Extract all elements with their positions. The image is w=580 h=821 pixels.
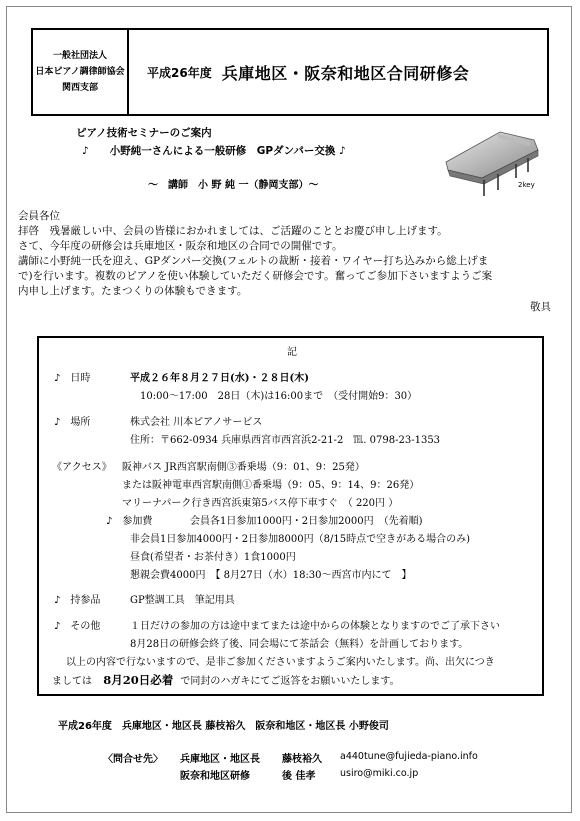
fee-label: ♪ 参加費: [106, 516, 153, 527]
other-line: １日だけの参加の方は途中まてまたは途中からの体験となりますのでご了承下さい: [130, 621, 500, 632]
contact-name: 後 佳孝: [282, 771, 316, 782]
footer-organizers: 平成26年度 兵庫地区・地区長 藤枝裕久 阪奈和地区・地区長 小野俊司: [58, 721, 389, 732]
place-label: ♪ 場所: [54, 417, 91, 428]
date-detail: 10:00～17:00 28日（木)は16:00まで （受付開始9：30）: [140, 391, 418, 402]
access-line: または阪神電車西宮駅南側①番乗場（9：05、9：14、9：26発）: [122, 480, 420, 491]
closing-line: 以上の内容で行ないますので、是非ご参加くださいますようご案内いたします。尚、出欠につき: [66, 657, 495, 668]
date-value: 平成２６年８月２７日(水)・２８日(木): [130, 373, 309, 384]
image-caption: 2key: [518, 181, 535, 189]
items-label: ♪ 持参品: [54, 595, 101, 606]
instructor-line: ～ 講師 小 野 純 一（静岡支部）～: [148, 180, 319, 191]
fee-line: 懇親会費4000円 【 8月27日（水）18:30～西宮市内にて 】: [130, 570, 412, 581]
letter-line: 講師に小野純一氏を迎え、GPダンパー交換(フェルトの裁断・接着・ワイヤー打ち込みから総上げま: [18, 255, 489, 267]
contact-name: 藤枝裕久: [282, 754, 322, 765]
fee-line: 会員各1日参加1000円・2日参加2000円 （先着順): [190, 516, 423, 527]
page-title: 兵庫地区・阪奈和地区合同研修会: [221, 63, 470, 83]
date-label: ♪ 日時: [54, 373, 91, 384]
contact-email[interactable]: usiro@miki.co.jp: [340, 768, 419, 779]
fee-line: 非会員1日参加4000円・2日参加8000円（8/15時点で空きがある場合のみ): [130, 534, 470, 545]
org-line: 関西支部: [61, 83, 98, 93]
place-name: 株式会社 川本ピアノサービス: [130, 417, 263, 428]
org-line: 一般社団法人: [52, 51, 107, 61]
notice-heading: 記: [287, 347, 297, 358]
letter-line: で)を行います。複数のピアノを使い体験していただく研修会です。奮ってご参加下さいますようご案: [18, 270, 493, 282]
letter-line: 拝啓 残暑厳しい中、会員の皆様におかれましては、ご活躍のこととお慶び申し上げます。: [18, 225, 448, 237]
items-value: GP整調工具 筆記用具: [130, 595, 235, 606]
contact-role: 阪奈和地区研修: [180, 771, 250, 782]
fiscal-year: 平成26年度: [147, 65, 212, 80]
other-label: ♪ その他: [54, 621, 101, 632]
organization-box: [31, 28, 129, 116]
closing-post: で同封のハガキにてご返答をお願いいたします。: [180, 676, 400, 687]
org-line: 日本ピアノ調律師協会: [35, 67, 125, 77]
contact-label: 〈問合せ先〉: [103, 754, 163, 765]
deadline: 8月20日必着: [103, 673, 174, 687]
access-label: 《アクセス》: [52, 462, 112, 473]
letter-line: 内申し上げます。たまつくりの体験もできます。: [18, 285, 248, 297]
title-box: [127, 28, 549, 116]
closing-line: [52, 672, 400, 688]
letter-line: さて、今年度の研修会は兵庫地区・阪奈和地区の合同での開催です。: [18, 240, 343, 252]
access-line: 阪神バス JR西宮駅南側③番乗場（9：01、9：25発）: [122, 462, 365, 473]
contact-email[interactable]: a440tune@fujieda-piano.info: [340, 751, 478, 762]
access-line: マリーナパーク行き西宮浜東第5バス停下車すぐ （ 220円 ）: [122, 498, 399, 509]
other-line: 8月28日の研修会終了後、同会場にて茶話会（無料）を計画しております。: [130, 639, 469, 650]
closing-word: 敬具: [530, 301, 551, 313]
closing-pre: ましては: [52, 676, 92, 687]
salutation: 会員各位: [18, 210, 60, 222]
seminar-subtitle: ♪ 小野純一さんによる一般研修 GPダンパー交換 ♪: [82, 145, 346, 157]
fee-line: 昼食(希望者・お茶付き）1食1000円: [130, 552, 296, 563]
contact-role: 兵庫地区・地区長: [180, 754, 260, 765]
place-address: 住所：〒662-0934 兵庫県西宮市西宮浜2-21-2 ℡. 0798-23-1353: [130, 435, 441, 446]
seminar-intro: ピアノ技術セミナーのご案内: [76, 127, 212, 139]
